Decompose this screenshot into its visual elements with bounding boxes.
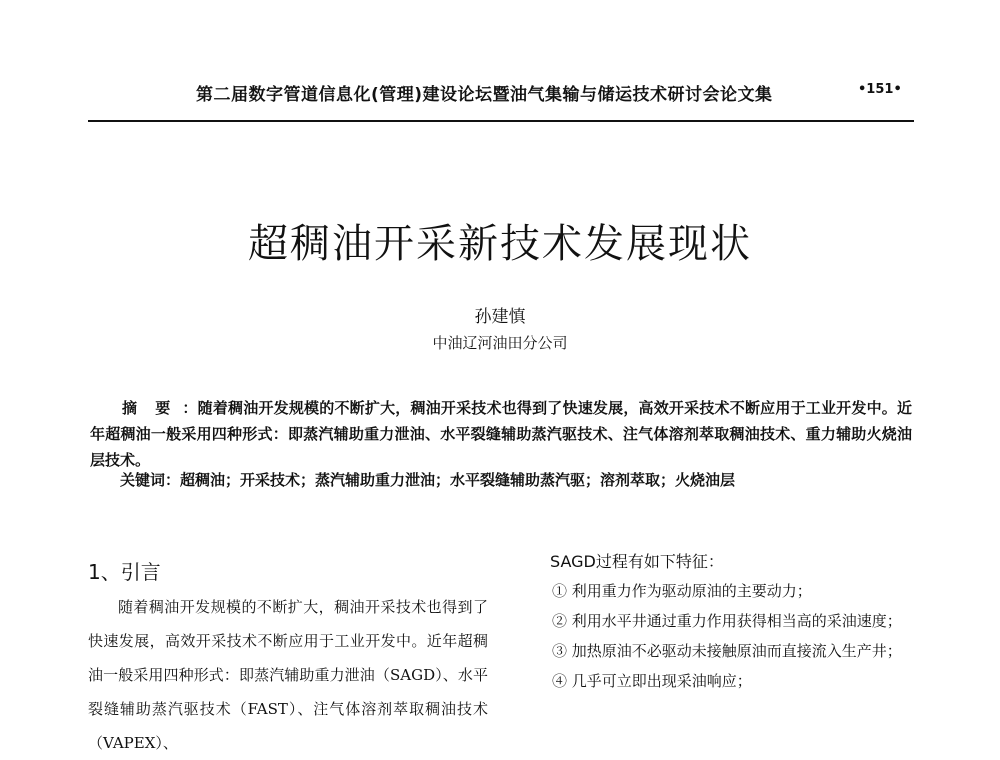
section-heading: 1、引言 (88, 560, 161, 584)
sagd-heading: SAGD过程有如下特征： (550, 552, 724, 571)
running-header (0, 66, 1000, 106)
abstract-label: 摘要 (122, 399, 189, 417)
paper-title: 超稠油开采新技术发展现状 (248, 221, 752, 267)
abstract (90, 395, 912, 473)
page-number: •151• (858, 82, 902, 97)
keywords-label: 关键词： (120, 471, 181, 489)
intro-paragraph: 随着稠油开发规模的不断扩大，稠油开采技术也得到了快速发展，高效开采技术不断应用于工业开发中。近年超稠油一般采用四种形式：即蒸汽辅助重力泄油（SAGD）、水平裂缝辅助蒸汽驱技术（FAST）、注气体溶剂萃取稠油技术（VAPEX）、 (88, 598, 488, 752)
feature-item: ④ 几乎可立即出现采油响应； (552, 672, 752, 690)
feature-item: ① 利用重力作为驱动原油的主要动力； (552, 582, 812, 600)
keywords (120, 469, 920, 490)
author-affiliation: 中油辽河油田分公司 (432, 334, 568, 352)
feature-item: ② 利用水平井通过重力作用获得相当高的采油速度； (552, 612, 902, 630)
journal-title: 第二届数字管道信息化(管理)建设论坛暨油气集输与储运技术研讨会论文集 (196, 85, 773, 105)
abstract-text: ：随着稠油开发规模的不断扩大，稠油开采技术也得到了快速发展，高效开采技术不断应用于工业开发中。近年超稠油一般采用四种形式：即蒸汽辅助重力泄油、水平裂缝辅助蒸汽驱技术、注气体溶剂萃取稠油技术、重力辅助火烧油层技术。 (90, 399, 912, 469)
author-name: 孙建慎 (474, 307, 526, 327)
feature-item: ③ 加热原油不必驱动未接触原油而直接流入生产井； (552, 642, 902, 660)
header-rule (88, 120, 914, 122)
keywords-text: 超稠油；开采技术；蒸汽辅助重力泄油；水平裂缝辅助蒸汽驱；溶剂萃取；火烧油层 (180, 471, 736, 489)
right-column (512, 548, 914, 696)
